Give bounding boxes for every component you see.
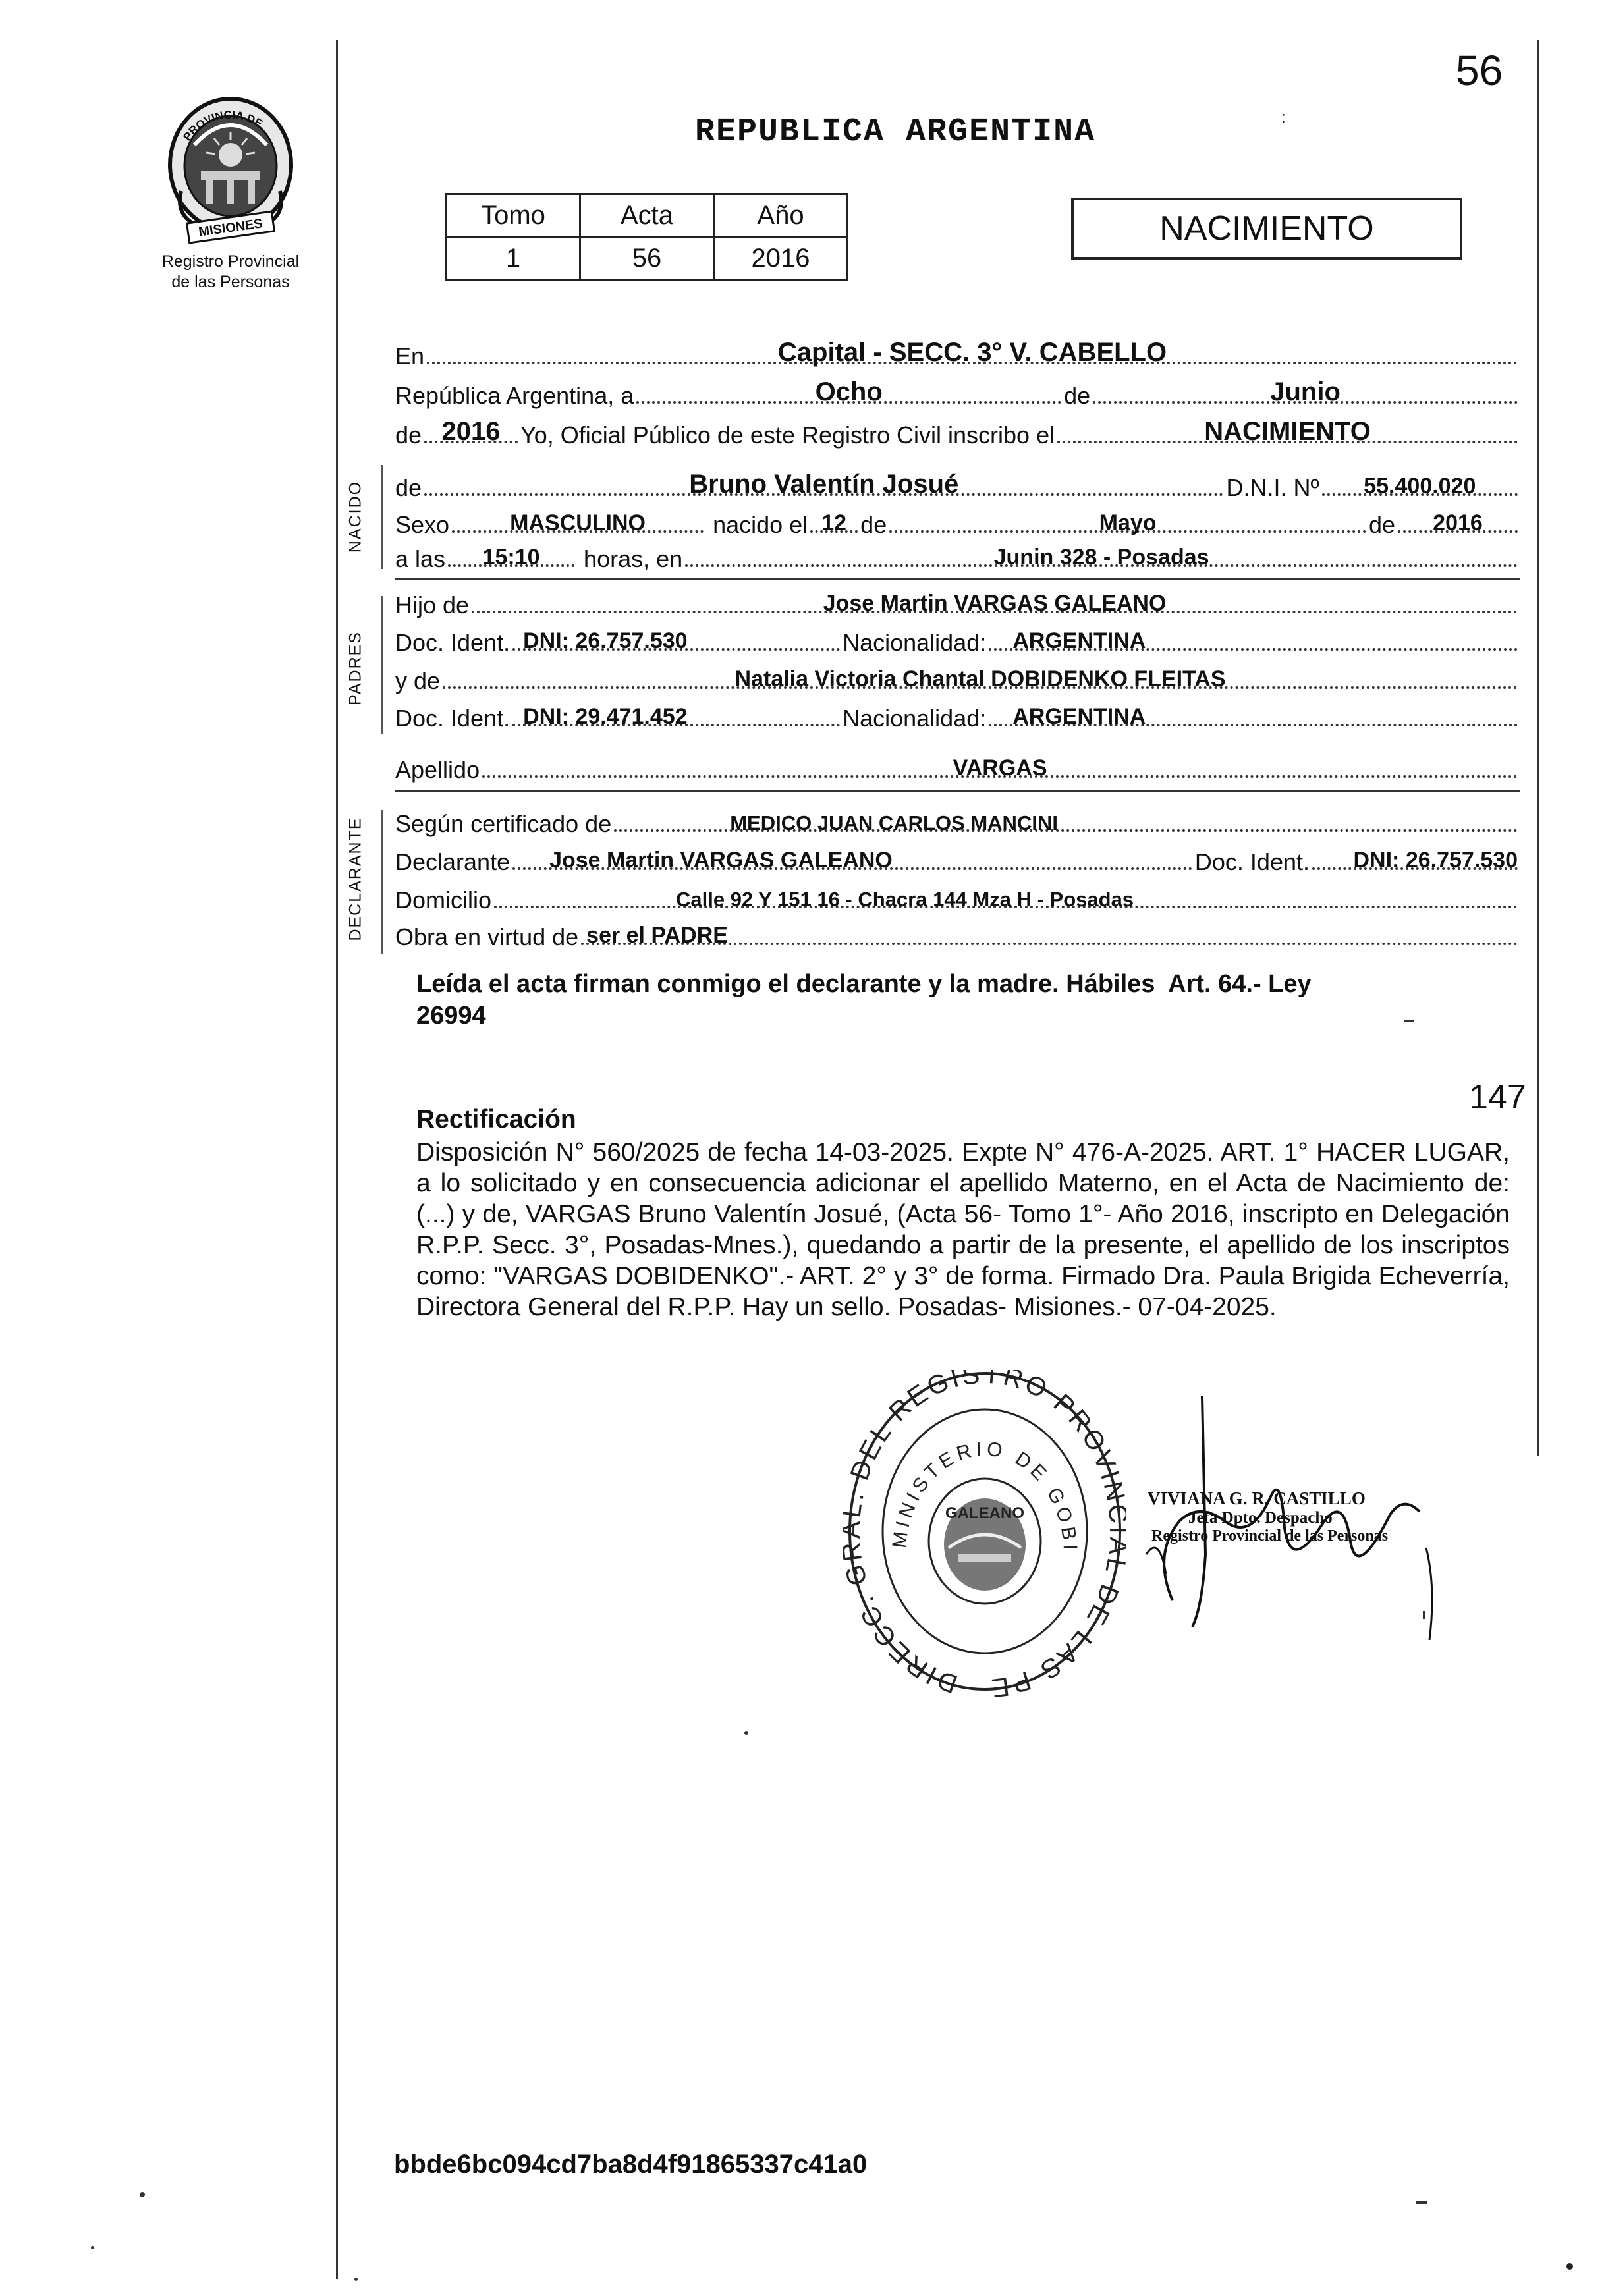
- dots-birth-day: [808, 506, 860, 539]
- closing-note-line1: Leída el acta firman conmigo el declarante y la madre. Hábiles Art. 64.- Ley: [416, 970, 1312, 998]
- scan-mark-2: [1416, 2201, 1427, 2204]
- row-mother: [395, 662, 1520, 695]
- dots-father: [469, 586, 1520, 619]
- dots-apellido: [480, 751, 1520, 784]
- label-horas-en: horas, en: [584, 545, 683, 572]
- dots-time: [445, 540, 577, 573]
- value-father-nationality: ARGENTINA: [1012, 628, 1146, 653]
- declarante-bracket-line: [381, 810, 383, 954]
- dots-month: [1090, 377, 1520, 410]
- value-year: 2016: [441, 417, 501, 446]
- value-place: Capital - SECC. 3° V. CABELLO: [777, 338, 1167, 367]
- dots-domicilio: [491, 881, 1520, 914]
- official-seal-icon: [843, 1370, 1126, 1699]
- value-birth-place: Junin 328 - Posadas: [993, 545, 1209, 570]
- reference-table: [445, 193, 848, 281]
- dots-name: [422, 469, 1226, 502]
- reference-table-value-row: [447, 237, 848, 280]
- value-sexo: MASCULINO: [510, 510, 646, 535]
- dots-sexo: [449, 506, 706, 539]
- dots-certificate: [611, 805, 1520, 838]
- dots-birth-month: [887, 506, 1369, 539]
- rectificacion-text: Disposición N° 560/2025 de fecha 14-03-2025. Expte N° 476-A-2025. ART. 1° HACER LUGAR, a lo solicitado y en consecuencia adicionar el apellido Materno, en el Acta de Nacimiento de: (...) y de, VARGAS Bruno Valentín Josué, (Acta 56- Tomo 1°- Año 2016, inscripto en Delegación R.P.P. Secc. 3°, Posadas-Mnes.), quedando a partir de la presente, el apellido de los inscriptos como: "VARGAS DOBIDENKO".- ART. 2° y 3° de forma. Firmado Dra. Paula Brigida Echeverría, Directora General del R.P.P. Hay un sello. Posadas- Misiones.- 07-04-2025.: [416, 1138, 1510, 1321]
- speck-mark: :: [1281, 109, 1286, 126]
- dots-father-nat: [986, 624, 1520, 657]
- dots-place: [424, 337, 1520, 370]
- value-act-type: NACIMIENTO: [1204, 417, 1371, 446]
- document-hash: bbde6bc094cd7ba8d4f91865337c41a0: [394, 2150, 868, 2179]
- signature-stamp: [1148, 1489, 1457, 1545]
- dots-day: [634, 377, 1064, 410]
- row-declarant: [395, 843, 1520, 876]
- header-anio: Año: [714, 194, 848, 237]
- seal-center-text: GALEANO: [945, 1504, 1024, 1522]
- value-day: Ocho: [815, 377, 883, 406]
- label-obra: Obra en virtud de: [395, 923, 579, 950]
- divider-apellido: [395, 790, 1520, 792]
- value-anio: 2016: [714, 237, 848, 280]
- rectificacion-number: 147: [1469, 1078, 1526, 1116]
- label-de-name: de: [395, 474, 422, 501]
- scan-mark-1: [140, 2192, 145, 2197]
- label-apellido: Apellido: [395, 756, 480, 783]
- label-republica: República Argentina, a: [395, 382, 634, 409]
- label-nacido-el: nacido el: [713, 511, 808, 538]
- dots-declarant-doc: [1310, 843, 1520, 876]
- value-birth-year: 2016: [1433, 510, 1483, 535]
- dots-birth-year: [1395, 506, 1520, 539]
- label-declarante: Declarante: [395, 848, 511, 875]
- page-number: 56: [1456, 47, 1503, 94]
- row-place: [395, 337, 1520, 370]
- value-mother-doc: DNI: 29.471.452: [523, 704, 688, 729]
- dots-dni: [1319, 469, 1520, 502]
- value-mother-name: Natalia Victoria Chantal DOBIDENKO FLEITAS: [734, 667, 1226, 692]
- logo-bottom-text: MISIONES: [198, 216, 264, 240]
- value-month: Junio: [1270, 377, 1341, 406]
- value-mother-nationality: ARGENTINA: [1012, 704, 1146, 729]
- label-de-birth-month: de: [860, 511, 887, 538]
- value-birth-month: Mayo: [1099, 510, 1157, 535]
- label-a-las: a las: [395, 545, 446, 572]
- record-type-box: NACIMIENTO: [1071, 198, 1462, 260]
- label-doc-declarant: Doc. Ident.: [1194, 848, 1310, 875]
- value-birth-day: 12: [821, 510, 847, 535]
- closing-note: [416, 968, 1523, 1031]
- seal-inner-text: MINISTERIO DE GOBI: [888, 1438, 1082, 1555]
- stamp-line2: Jefa Dpto. Despacho: [1188, 1509, 1333, 1527]
- official-seal: [843, 1370, 1126, 1699]
- padres-section-label: PADRES: [346, 631, 365, 705]
- label-doc-father: Doc. Ident.: [395, 629, 511, 656]
- dots-mother: [440, 662, 1520, 695]
- label-nacionalidad-father: Nacionalidad:: [843, 629, 987, 656]
- value-birth-time: 15:10: [482, 545, 540, 570]
- logo-caption: [138, 252, 323, 292]
- dash-mark: [1404, 1020, 1414, 1022]
- value-address: Calle 92 Y 151 16 - Chacra 144 Mza H - Posadas: [676, 888, 1134, 911]
- row-father: [395, 586, 1520, 619]
- value-capacity: ser el PADRE: [586, 923, 728, 948]
- label-dni: D.N.I. Nº: [1226, 474, 1319, 501]
- document-title: REPUBLICA ARGENTINA: [695, 113, 1096, 151]
- value-father-doc: DNI: 26.757.530: [523, 628, 688, 653]
- row-nacido-name: [395, 469, 1520, 502]
- closing-note-line2: 26994: [416, 1002, 486, 1029]
- label-hijo-de: Hijo de: [395, 591, 470, 618]
- stamp-line3: Registro Provincial de las Personas: [1151, 1527, 1389, 1544]
- dots-act-type: [1055, 416, 1520, 449]
- row-date: [395, 377, 1520, 410]
- label-sexo: Sexo: [395, 511, 450, 538]
- seal-outer-text: DIRECC. DEL REGISTRO PROVI DE LAS PE: [844, 1370, 1126, 1699]
- declarante-section-label: DECLARANTE: [346, 817, 365, 941]
- value-child-dni: 55.400.020: [1364, 474, 1476, 499]
- header-acta: Acta: [580, 194, 714, 237]
- scan-mark-5: [91, 2246, 94, 2249]
- header-tomo: Tomo: [447, 194, 580, 237]
- dots-father-doc: [510, 624, 843, 657]
- padres-bracket-line: [381, 596, 383, 734]
- dots-declarant: [510, 843, 1195, 876]
- scan-mark-4: [354, 2278, 358, 2281]
- stray-dot: [744, 1731, 748, 1735]
- reference-table-header-row: [447, 194, 848, 237]
- left-margin-line: [336, 40, 338, 2279]
- signature-tick: [1423, 1611, 1425, 1619]
- label-de-year: de: [395, 422, 422, 449]
- label-de-birth-year: de: [1368, 511, 1395, 538]
- value-acta: 56: [580, 237, 714, 280]
- dots-birth-place: [682, 540, 1520, 573]
- dots-mother-nat: [986, 699, 1520, 732]
- nacido-section-label: NACIDO: [346, 480, 365, 553]
- value-certificate: MEDICO JUAN CARLOS MANCINI: [730, 811, 1058, 834]
- logo-arc-text: PROVINCIA DE: [180, 108, 265, 144]
- row-mother-doc: [395, 699, 1520, 732]
- row-nacido-time: [395, 540, 1520, 573]
- value-declarant-doc: DNI: 26.757.530: [1353, 848, 1518, 873]
- value-child-name: Bruno Valentín Josué: [689, 470, 959, 499]
- value-apellido: VARGAS: [953, 755, 1047, 780]
- row-year: [395, 416, 1520, 449]
- shield-emblem-icon: [155, 92, 306, 244]
- value-declarant-name: Jose Martin VARGAS GALEANO: [549, 848, 893, 873]
- row-certificate: [395, 805, 1520, 838]
- rectificacion-title: Rectificación: [416, 1105, 576, 1134]
- row-apellido: [395, 751, 1520, 784]
- divider-nacido: [395, 578, 1520, 580]
- dots-obra: [578, 918, 1520, 951]
- stamp-line1: VIVIANA G. R. CASTILLO: [1148, 1489, 1366, 1508]
- row-father-doc: [395, 624, 1520, 657]
- logo-caption-line2: de las Personas: [171, 273, 290, 291]
- label-de-month: de: [1064, 382, 1091, 409]
- scan-mark-3: [1566, 2263, 1573, 2270]
- logo-caption-line1: Registro Provincial: [161, 252, 300, 271]
- value-father-name: Jose Martin VARGAS GALEANO: [823, 591, 1167, 616]
- label-doc-mother: Doc. Ident.: [395, 705, 511, 732]
- label-segun-certificado: Según certificado de: [395, 810, 612, 837]
- province-logo: [155, 92, 306, 244]
- dots-year: [422, 416, 520, 449]
- value-tomo: 1: [447, 237, 580, 280]
- label-inscribe: Yo, Oficial Público de este Registro Civil inscribo el: [520, 422, 1055, 449]
- label-nacionalidad-mother: Nacionalidad:: [843, 705, 987, 732]
- row-nacido-birth: [395, 506, 1520, 539]
- label-domicilio: Domicilio: [395, 887, 492, 914]
- row-obra: [395, 918, 1520, 951]
- right-margin-line: [1537, 40, 1539, 1456]
- row-domicilio: [395, 881, 1520, 914]
- dots-mother-doc: [510, 699, 843, 732]
- label-en: En: [395, 342, 425, 369]
- nacido-bracket-line: [381, 465, 383, 569]
- label-y-de: y de: [395, 667, 441, 694]
